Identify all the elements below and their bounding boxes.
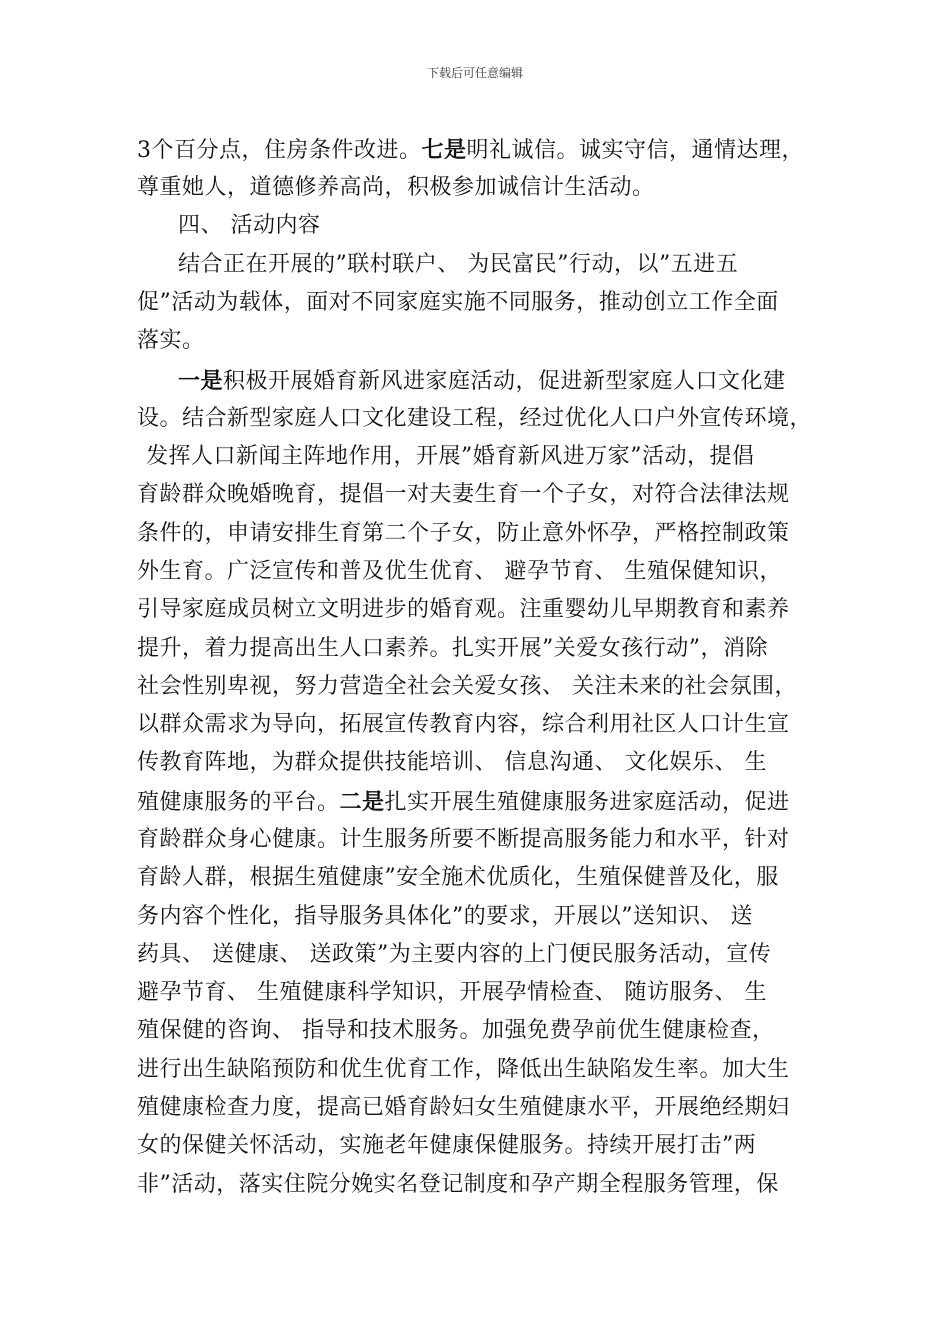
text-line-27: 女的保健关怀活动，实施老年健康保健服务。持续开展打击”两 (137, 1133, 757, 1158)
text-line-5: 促”活动为载体，面对不同家庭实施不同服务，推动创立工作全面 (137, 290, 779, 315)
text-line-20: 育龄人群，根据生殖健康”安全施术优质化，生殖保健普及化，服 (137, 865, 779, 890)
text-line-12: 外生育。广泛宣传和普及优生优育、 避孕节育、 生殖保健知识， (137, 559, 782, 584)
text-line-7: 一是积极开展婚育新风进家庭活动，促进新型家庭人口文化建 (178, 368, 786, 394)
text-line-9: 发挥人口新闻主阵地作用，开展”婚育新风进万家”活动，提倡 (146, 444, 755, 469)
text-line-8: 设。结合新型家庭人口文化建设工程，经过优化人口户外宣传环境， (137, 406, 813, 431)
text-line-23: 避孕节育、 生殖健康科学知识，开展孕情检查、 随访服务、 生 (137, 980, 767, 1005)
text-line-19: 育龄群众身心健康。计生服务所要不断提高服务能力和水平，针对 (137, 827, 790, 852)
text-line-10: 育龄群众晚婚晚育，提倡一对夫妻生育一个子女，对符合法律法规 (137, 482, 790, 507)
text-line-24: 殖保健的咨询、 指导和技术服务。加强免费孕前优生健康检查， (137, 1018, 775, 1043)
section-heading: 四、 活动内容 (178, 213, 321, 238)
text-line-6: 落实。 (137, 328, 205, 353)
text-line-14: 提升，着力提高出生人口素养。扎实开展”关爱女孩行动”，消除 (137, 636, 768, 661)
text-line-21: 务内容个性化，指导服务具体化”的要求，开展以”送知识、 送 (137, 904, 753, 929)
text-line-13: 引导家庭成员树立文明进步的婚育观。注重婴幼儿早期教育和素养 (137, 597, 790, 622)
text-line-25: 进行出生缺陷预防和优生优育工作，降低出生缺陷发生率。加大生 (137, 1057, 790, 1082)
text-line-18: 殖健康服务的平台。二是扎实开展生殖健康服务进家庭活动，促进 (137, 789, 790, 815)
text-line-2: 尊重她人，道德修养高尚，积极参加诚信计生活动。 (137, 175, 655, 200)
text-line-28: 非”活动，落实住院分娩实名登记制度和孕产期全程服务管理，保 (137, 1172, 779, 1197)
text-line-4: 结合正在开展的”联村联户、 为民富民”行动，以”五进五 (178, 252, 739, 277)
text-line-1: 3个百分点，住房条件改进。七是明礼诚信。诚实守信，通情达理， (137, 137, 805, 163)
page-header: 下载后可任意编辑 (426, 66, 523, 80)
text-line-16: 以群众需求为导向，拓展宣传教育内容，综合利用社区人口计生宣 (137, 712, 790, 737)
text-line-26: 殖健康检查力度，提高已婚育龄妇女生殖健康水平，开展绝经期妇 (137, 1095, 790, 1120)
text-line-15: 社会性别卑视，努力营造全社会关爱女孩、 关注未来的社会氛围， (137, 674, 797, 699)
text-line-22: 药具、 送健康、 送政策”为主要内容的上门便民服务活动，宣传 (137, 942, 772, 967)
text-line-17: 传教育阵地，为群众提供技能培训、 信息沟通、 文化娱乐、 生 (137, 750, 767, 775)
text-line-11: 条件的，申请安排生育第二个子女，防止意外怀孕，严格控制政策 (137, 521, 790, 546)
